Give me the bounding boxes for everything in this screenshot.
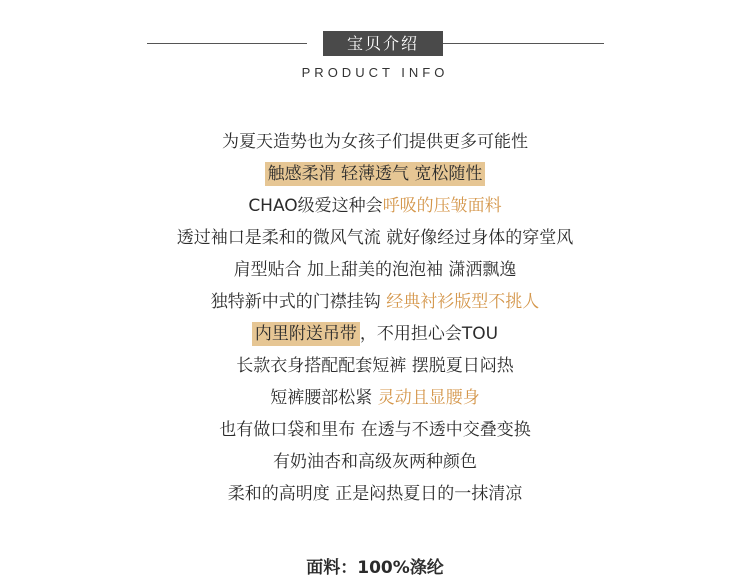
line-text: 长款衣身搭配配套短裤 摆脱夏日闷热 — [236, 356, 514, 376]
line-text: 也有做口袋和里布 在透与不透中交叠变换 — [219, 420, 531, 440]
line-text: ，不用担心会TOU — [359, 324, 499, 344]
description-line — [0, 222, 750, 254]
highlighted-phrase: 内里附送吊带 — [252, 322, 360, 346]
description-line — [0, 318, 750, 350]
section-header — [0, 0, 750, 100]
description-line — [0, 414, 750, 446]
section-subtitle: PRODUCT INFO — [301, 65, 449, 80]
description-line — [0, 350, 750, 382]
accent-phrase: 灵动且显腰身 — [377, 388, 480, 408]
description-lines — [0, 126, 750, 510]
description-line — [0, 286, 750, 318]
line-text: 为夏天造势也为女孩子们提供更多可能性 — [222, 132, 528, 152]
description-line — [0, 382, 750, 414]
line-text: 有奶油杏和高级灰两种颜色 — [273, 452, 477, 472]
line-text: 肩型贴合 加上甜美的泡泡袖 潇洒飘逸 — [233, 260, 517, 280]
line-text: 透过袖口是柔和的微风气流 就好像经过身体的穿堂风 — [176, 228, 574, 248]
description-line — [0, 126, 750, 158]
fabric-composition: 面料：100%涤纶 — [306, 558, 444, 578]
description-line — [0, 478, 750, 510]
header-rule-left — [147, 43, 307, 44]
description-line — [0, 446, 750, 478]
line-text: 短裤腰部松紧 — [270, 388, 378, 408]
description-line — [0, 254, 750, 286]
section-title: 宝贝介绍 — [323, 31, 443, 56]
description-line — [0, 190, 750, 222]
accent-phrase: 经典衬衫版型不挑人 — [386, 292, 540, 312]
line-text: CHAO级爱这种会 — [248, 196, 383, 216]
highlighted-phrase: 触感柔滑 轻薄透气 宽松随性 — [265, 162, 486, 186]
accent-phrase: 呼吸的压皱面料 — [382, 196, 502, 216]
header-rule-right — [443, 43, 604, 44]
description-line — [0, 158, 750, 190]
line-text: 柔和的高明度 正是闷热夏日的一抹清凉 — [227, 484, 523, 504]
line-text: 独特新中式的门襟挂钩 — [210, 292, 387, 312]
